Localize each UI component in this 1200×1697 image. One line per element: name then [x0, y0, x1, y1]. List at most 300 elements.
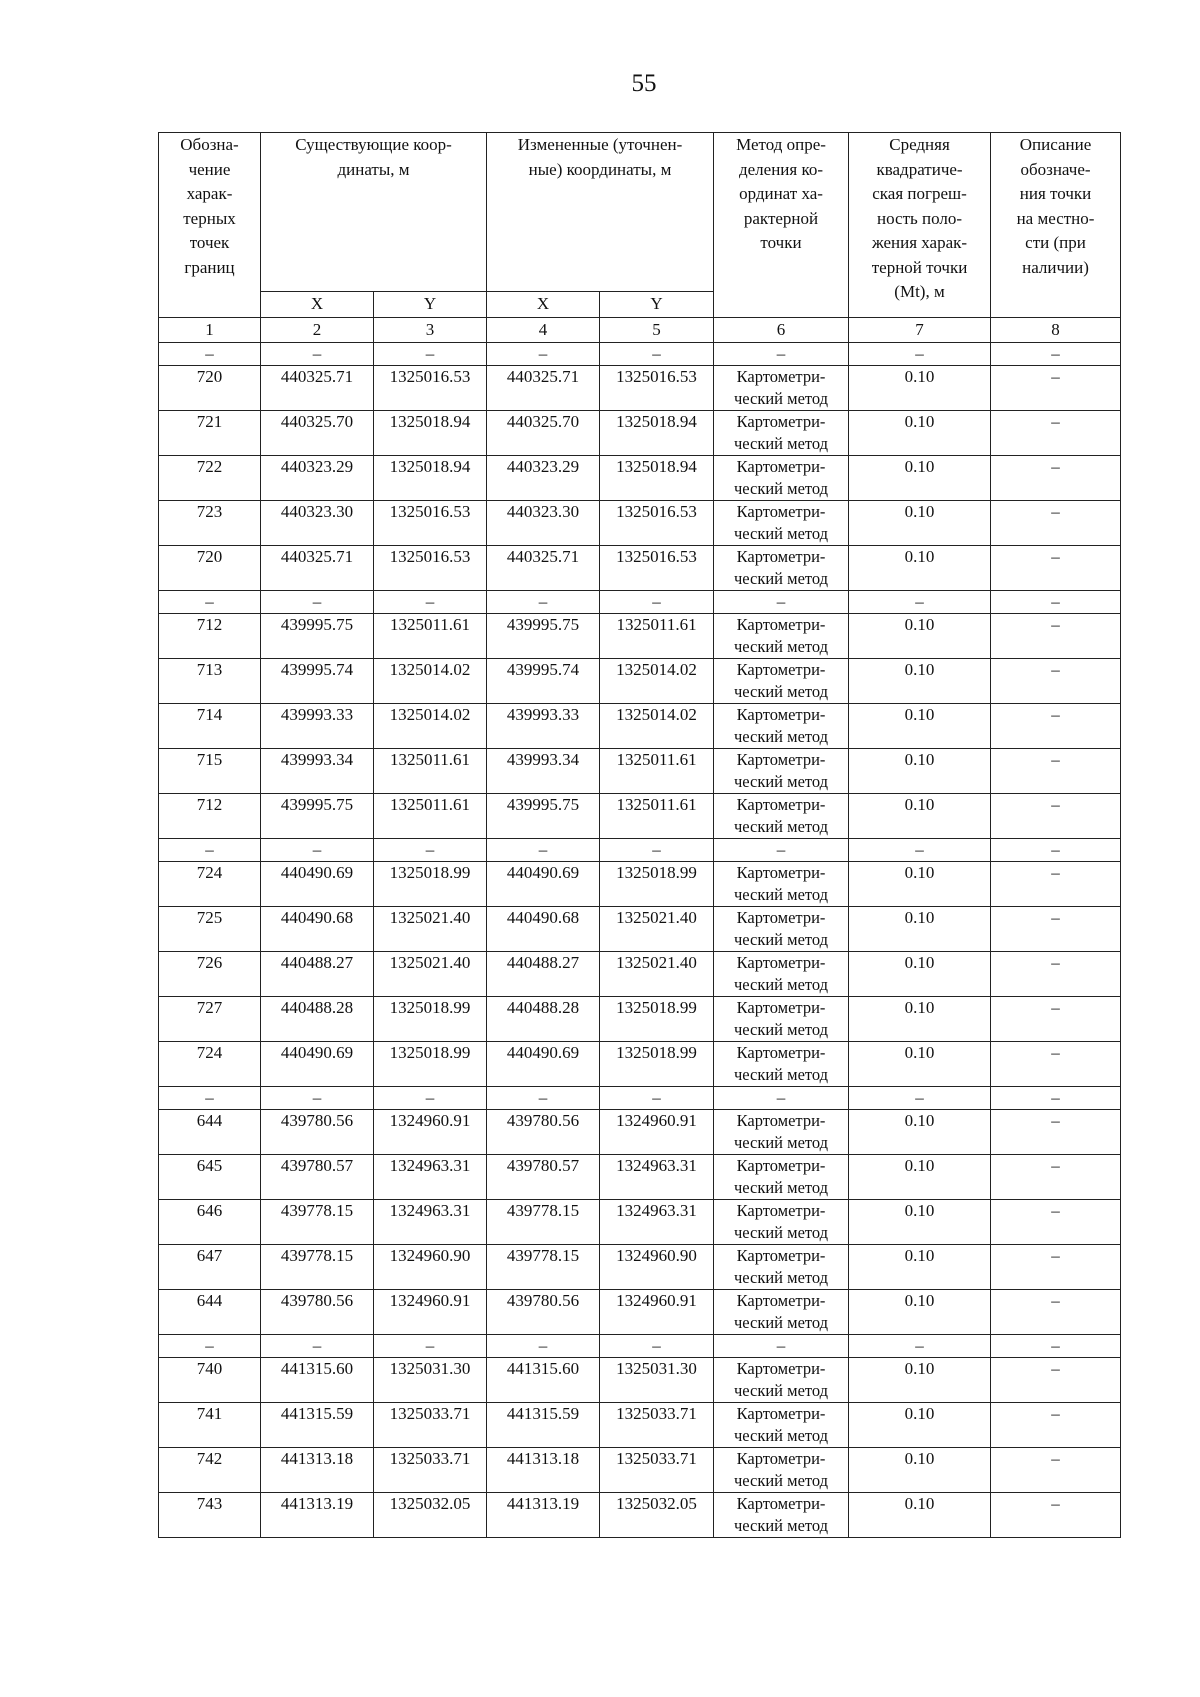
separator-cell: –: [487, 591, 600, 614]
separator-cell: –: [261, 343, 374, 366]
changed-x: 440325.70: [487, 411, 600, 456]
method-text-line: ческий метод: [733, 1223, 829, 1242]
existing-x: 440488.28: [261, 997, 374, 1042]
description: –: [991, 907, 1121, 952]
column-number: 5: [600, 317, 714, 343]
method-text-line: ческий метод: [733, 1426, 829, 1445]
separator-cell: –: [991, 1335, 1121, 1358]
changed-x: 439995.75: [487, 794, 600, 839]
method-text-line: Картометри-: [736, 1291, 826, 1310]
point-number: 725: [159, 907, 261, 952]
mean-square-error: 0.10: [849, 952, 991, 997]
mean-square-error: 0.10: [849, 794, 991, 839]
separator-cell: –: [714, 591, 849, 614]
separator-cell: –: [849, 343, 991, 366]
changed-x: 439780.57: [487, 1155, 600, 1200]
mean-square-error: 0.10: [849, 614, 991, 659]
separator-cell: –: [600, 591, 714, 614]
method-cell: [714, 659, 849, 704]
table-row: [159, 1155, 1121, 1200]
mean-square-error: 0.10: [849, 546, 991, 591]
changed-x: 440490.68: [487, 907, 600, 952]
method-cell: [714, 546, 849, 591]
separator-cell: –: [487, 1335, 600, 1358]
changed-y: 1325018.99: [600, 997, 714, 1042]
method-text-line: Картометри-: [736, 998, 826, 1017]
separator-cell: –: [714, 343, 849, 366]
method-text-line: Картометри-: [736, 953, 826, 972]
column-number: 7: [849, 317, 991, 343]
description: –: [991, 704, 1121, 749]
separator-cell: –: [600, 1335, 714, 1358]
changed-y: 1325031.30: [600, 1358, 714, 1403]
table-row: [159, 1245, 1121, 1290]
mean-square-error: 0.10: [849, 1245, 991, 1290]
description: –: [991, 952, 1121, 997]
table-row: [159, 997, 1121, 1042]
table-row: [159, 794, 1121, 839]
column-number: 1: [159, 317, 261, 343]
separator-cell: –: [374, 1087, 487, 1110]
header-method: Метод опре- деления ко- ординат ха- рактерной точки: [714, 133, 849, 318]
changed-x: 439995.75: [487, 614, 600, 659]
point-number: 721: [159, 411, 261, 456]
point-number: 742: [159, 1448, 261, 1493]
description: –: [991, 366, 1121, 411]
method-cell: [714, 907, 849, 952]
method-cell: [714, 366, 849, 411]
method-text-line: ческий метод: [733, 1381, 829, 1400]
table-row: [159, 366, 1121, 411]
existing-x: 439993.34: [261, 749, 374, 794]
changed-x: 441313.19: [487, 1493, 600, 1538]
changed-x: 440490.69: [487, 1042, 600, 1087]
changed-x: 440490.69: [487, 862, 600, 907]
point-number: 712: [159, 794, 261, 839]
method-text-line: ческий метод: [733, 434, 829, 453]
column-number: 6: [714, 317, 849, 343]
header-mean-square-error: Средняя квадратиче- ская погреш- ность поло- жения харак- терной точки (Mt), м: [849, 133, 991, 318]
mean-square-error: 0.10: [849, 411, 991, 456]
separator-cell: –: [487, 839, 600, 862]
separator-cell: –: [261, 839, 374, 862]
separator-cell: –: [261, 591, 374, 614]
existing-y: 1325021.40: [374, 952, 487, 997]
separator-cell: –: [991, 343, 1121, 366]
table-row: [159, 862, 1121, 907]
existing-x: 439780.56: [261, 1110, 374, 1155]
method-cell: [714, 1155, 849, 1200]
changed-x: 439993.34: [487, 749, 600, 794]
changed-y: 1325018.99: [600, 1042, 714, 1087]
method-text-line: Картометри-: [736, 1494, 826, 1513]
existing-y: 1325031.30: [374, 1358, 487, 1403]
method-cell: [714, 1493, 849, 1538]
method-cell: [714, 1042, 849, 1087]
separator-cell: –: [261, 1087, 374, 1110]
mean-square-error: 0.10: [849, 1493, 991, 1538]
description: –: [991, 1200, 1121, 1245]
description: –: [991, 614, 1121, 659]
method-cell: [714, 1290, 849, 1335]
method-text-line: Картометри-: [736, 660, 826, 679]
separator-cell: –: [159, 839, 261, 862]
separator-row: [159, 591, 1121, 614]
header-point-designation: Обозна- чение харак- терных точек границ: [159, 133, 261, 318]
table-row: [159, 1493, 1121, 1538]
separator-cell: –: [374, 1335, 487, 1358]
existing-y: 1325016.53: [374, 501, 487, 546]
separator-cell: –: [159, 1087, 261, 1110]
column-number: 2: [261, 317, 374, 343]
changed-y: 1324963.31: [600, 1200, 714, 1245]
table-row: [159, 749, 1121, 794]
method-text-line: ческий метод: [733, 772, 829, 791]
method-text-line: Картометри-: [736, 908, 826, 927]
method-text-line: Картометри-: [736, 705, 826, 724]
separator-cell: –: [374, 839, 487, 862]
method-text-line: Картометри-: [736, 1359, 826, 1378]
mean-square-error: 0.10: [849, 659, 991, 704]
separator-cell: –: [849, 1335, 991, 1358]
mean-square-error: 0.10: [849, 907, 991, 952]
description: –: [991, 1403, 1121, 1448]
method-text-line: ческий метод: [733, 975, 829, 994]
changed-x: 440488.28: [487, 997, 600, 1042]
method-cell: [714, 704, 849, 749]
method-text-line: Картометри-: [736, 1201, 826, 1220]
method-text-line: ческий метод: [733, 569, 829, 588]
method-text-line: Картометри-: [736, 1043, 826, 1062]
column-number: 4: [487, 317, 600, 343]
changed-y: 1325033.71: [600, 1403, 714, 1448]
method-cell: [714, 1448, 849, 1493]
table-row: [159, 456, 1121, 501]
mean-square-error: 0.10: [849, 456, 991, 501]
header-changed-y: Y: [600, 292, 714, 318]
existing-y: 1324960.91: [374, 1110, 487, 1155]
changed-y: 1325018.94: [600, 456, 714, 501]
existing-x: 439995.74: [261, 659, 374, 704]
changed-y: 1325021.40: [600, 907, 714, 952]
description: –: [991, 546, 1121, 591]
point-number: 720: [159, 546, 261, 591]
method-text-line: Картометри-: [736, 863, 826, 882]
separator-cell: –: [991, 591, 1121, 614]
description: –: [991, 997, 1121, 1042]
description: –: [991, 659, 1121, 704]
existing-y: 1325021.40: [374, 907, 487, 952]
method-text-line: Картометри-: [736, 795, 826, 814]
point-number: 715: [159, 749, 261, 794]
existing-y: 1325033.71: [374, 1448, 487, 1493]
table-row: [159, 614, 1121, 659]
table-row: [159, 1042, 1121, 1087]
separator-cell: –: [487, 1087, 600, 1110]
method-text-line: Картометри-: [736, 1156, 826, 1175]
existing-y: 1325018.94: [374, 456, 487, 501]
existing-x: 440325.71: [261, 546, 374, 591]
changed-x: 439780.56: [487, 1110, 600, 1155]
existing-y: 1325032.05: [374, 1493, 487, 1538]
separator-cell: –: [714, 1335, 849, 1358]
separator-row: [159, 839, 1121, 862]
changed-y: 1325016.53: [600, 501, 714, 546]
point-number: 646: [159, 1200, 261, 1245]
description: –: [991, 1290, 1121, 1335]
changed-x: 440325.71: [487, 546, 600, 591]
description: –: [991, 1110, 1121, 1155]
table-row: [159, 1290, 1121, 1335]
table-row: [159, 1358, 1121, 1403]
page-number: 55: [631, 70, 657, 97]
description: –: [991, 749, 1121, 794]
method-text-line: ческий метод: [733, 885, 829, 904]
separator-cell: –: [849, 591, 991, 614]
changed-y: 1325018.99: [600, 862, 714, 907]
separator-cell: –: [991, 839, 1121, 862]
point-number: 644: [159, 1290, 261, 1335]
point-number: 722: [159, 456, 261, 501]
method-text-line: ческий метод: [733, 1020, 829, 1039]
method-text-line: Картометри-: [736, 367, 826, 386]
existing-x: 441315.60: [261, 1358, 374, 1403]
header-existing-y: Y: [374, 292, 487, 318]
existing-x: 440490.69: [261, 862, 374, 907]
method-cell: [714, 1403, 849, 1448]
changed-x: 440325.71: [487, 366, 600, 411]
changed-y: 1325033.71: [600, 1448, 714, 1493]
method-text-line: ческий метод: [733, 682, 829, 701]
mean-square-error: 0.10: [849, 1200, 991, 1245]
method-cell: [714, 952, 849, 997]
changed-x: 440323.30: [487, 501, 600, 546]
point-number: 720: [159, 366, 261, 411]
existing-x: 440490.69: [261, 1042, 374, 1087]
separator-cell: –: [849, 839, 991, 862]
method-text-line: ческий метод: [733, 524, 829, 543]
method-text-line: ческий метод: [733, 1471, 829, 1490]
changed-x: 439778.15: [487, 1200, 600, 1245]
mean-square-error: 0.10: [849, 1155, 991, 1200]
column-number: 8: [991, 317, 1121, 343]
existing-x: 439995.75: [261, 614, 374, 659]
mean-square-error: 0.10: [849, 704, 991, 749]
existing-x: 439995.75: [261, 794, 374, 839]
description: –: [991, 411, 1121, 456]
method-text-line: Картометри-: [736, 457, 826, 476]
changed-x: 439993.33: [487, 704, 600, 749]
changed-x: 441313.18: [487, 1448, 600, 1493]
changed-y: 1325011.61: [600, 794, 714, 839]
existing-x: 440323.30: [261, 501, 374, 546]
existing-x: 441313.19: [261, 1493, 374, 1538]
existing-x: 441315.59: [261, 1403, 374, 1448]
method-cell: [714, 1110, 849, 1155]
existing-x: 439780.57: [261, 1155, 374, 1200]
method-cell: [714, 456, 849, 501]
method-text-line: ческий метод: [733, 1178, 829, 1197]
mean-square-error: 0.10: [849, 997, 991, 1042]
existing-y: 1325018.99: [374, 862, 487, 907]
existing-y: 1325016.53: [374, 366, 487, 411]
point-number: 645: [159, 1155, 261, 1200]
mean-square-error: 0.10: [849, 1448, 991, 1493]
mean-square-error: 0.10: [849, 1290, 991, 1335]
header-existing-x: X: [261, 292, 374, 318]
table-row: [159, 907, 1121, 952]
header-changed-coordinates: Измененные (уточнен- ные) координаты, м: [487, 133, 714, 292]
method-cell: [714, 411, 849, 456]
separator-cell: –: [159, 591, 261, 614]
changed-y: 1325011.61: [600, 614, 714, 659]
separator-cell: –: [261, 1335, 374, 1358]
changed-y: 1325016.53: [600, 366, 714, 411]
header-changed-x: X: [487, 292, 600, 318]
changed-x: 441315.59: [487, 1403, 600, 1448]
point-number: 644: [159, 1110, 261, 1155]
mean-square-error: 0.10: [849, 366, 991, 411]
table-row: [159, 1448, 1121, 1493]
separator-cell: –: [159, 343, 261, 366]
existing-x: 440323.29: [261, 456, 374, 501]
method-cell: [714, 862, 849, 907]
header-description: Описание обозначе- ния точки на местно- сти (при наличии): [991, 133, 1121, 318]
changed-y: 1325014.02: [600, 704, 714, 749]
column-number: 3: [374, 317, 487, 343]
changed-x: 439995.74: [487, 659, 600, 704]
point-number: 741: [159, 1403, 261, 1448]
method-cell: [714, 794, 849, 839]
method-text-line: ческий метод: [733, 1268, 829, 1287]
existing-y: 1325011.61: [374, 614, 487, 659]
existing-y: 1325014.02: [374, 659, 487, 704]
changed-x: 440488.27: [487, 952, 600, 997]
description: –: [991, 1245, 1121, 1290]
column-number-row: [159, 317, 1121, 343]
mean-square-error: 0.10: [849, 1358, 991, 1403]
existing-y: 1324963.31: [374, 1155, 487, 1200]
point-number: 727: [159, 997, 261, 1042]
method-text-line: ческий метод: [733, 1133, 829, 1152]
method-cell: [714, 749, 849, 794]
changed-y: 1325016.53: [600, 546, 714, 591]
existing-y: 1325016.53: [374, 546, 487, 591]
description: –: [991, 1493, 1121, 1538]
point-number: 714: [159, 704, 261, 749]
description: –: [991, 862, 1121, 907]
table-row: [159, 546, 1121, 591]
separator-cell: –: [374, 591, 487, 614]
existing-y: 1324963.31: [374, 1200, 487, 1245]
existing-y: 1325018.99: [374, 1042, 487, 1087]
method-text-line: Картометри-: [736, 615, 826, 634]
point-number: 743: [159, 1493, 261, 1538]
mean-square-error: 0.10: [849, 1110, 991, 1155]
table-row: [159, 704, 1121, 749]
method-text-line: ческий метод: [733, 479, 829, 498]
table-row: [159, 1403, 1121, 1448]
description: –: [991, 456, 1121, 501]
method-text-line: ческий метод: [733, 1065, 829, 1084]
separator-row: [159, 1087, 1121, 1110]
method-cell: [714, 501, 849, 546]
existing-x: 440325.70: [261, 411, 374, 456]
method-text-line: ческий метод: [733, 1313, 829, 1332]
point-number: 724: [159, 1042, 261, 1087]
separator-cell: –: [600, 343, 714, 366]
description: –: [991, 794, 1121, 839]
method-cell: [714, 1200, 849, 1245]
point-number: 647: [159, 1245, 261, 1290]
changed-y: 1324963.31: [600, 1155, 714, 1200]
method-text-line: Картометри-: [736, 547, 826, 566]
existing-y: 1325033.71: [374, 1403, 487, 1448]
changed-x: 441315.60: [487, 1358, 600, 1403]
existing-x: 440490.68: [261, 907, 374, 952]
point-number: 726: [159, 952, 261, 997]
separator-cell: –: [600, 839, 714, 862]
separator-cell: –: [991, 1087, 1121, 1110]
existing-x: 440325.71: [261, 366, 374, 411]
separator-cell: –: [600, 1087, 714, 1110]
point-number: 723: [159, 501, 261, 546]
method-text-line: Картометри-: [736, 1404, 826, 1423]
existing-x: 440488.27: [261, 952, 374, 997]
table-row: [159, 411, 1121, 456]
existing-y: 1325014.02: [374, 704, 487, 749]
method-text-line: Картометри-: [736, 502, 826, 521]
method-text-line: ческий метод: [733, 1516, 829, 1535]
separator-row: [159, 1335, 1121, 1358]
changed-y: 1325032.05: [600, 1493, 714, 1538]
separator-cell: –: [159, 1335, 261, 1358]
table-row: [159, 952, 1121, 997]
existing-y: 1324960.90: [374, 1245, 487, 1290]
method-text-line: ческий метод: [733, 930, 829, 949]
mean-square-error: 0.10: [849, 862, 991, 907]
method-text-line: Картометри-: [736, 750, 826, 769]
changed-y: 1325021.40: [600, 952, 714, 997]
existing-x: 439778.15: [261, 1200, 374, 1245]
coordinates-table: [158, 132, 1121, 1538]
separator-cell: –: [374, 343, 487, 366]
changed-y: 1325018.94: [600, 411, 714, 456]
existing-y: 1325018.94: [374, 411, 487, 456]
point-number: 724: [159, 862, 261, 907]
changed-x: 440323.29: [487, 456, 600, 501]
mean-square-error: 0.10: [849, 1042, 991, 1087]
changed-y: 1325011.61: [600, 749, 714, 794]
changed-x: 439780.56: [487, 1290, 600, 1335]
description: –: [991, 1155, 1121, 1200]
separator-cell: –: [714, 839, 849, 862]
method-text-line: Картометри-: [736, 1449, 826, 1468]
description: –: [991, 1042, 1121, 1087]
method-text-line: Картометри-: [736, 1111, 826, 1130]
existing-x: 441313.18: [261, 1448, 374, 1493]
method-cell: [714, 1358, 849, 1403]
method-text-line: Картометри-: [736, 1246, 826, 1265]
mean-square-error: 0.10: [849, 749, 991, 794]
mean-square-error: 0.10: [849, 1403, 991, 1448]
method-cell: [714, 614, 849, 659]
existing-x: 439780.56: [261, 1290, 374, 1335]
method-cell: [714, 1245, 849, 1290]
separator-cell: –: [487, 343, 600, 366]
changed-y: 1324960.91: [600, 1290, 714, 1335]
changed-y: 1324960.90: [600, 1245, 714, 1290]
